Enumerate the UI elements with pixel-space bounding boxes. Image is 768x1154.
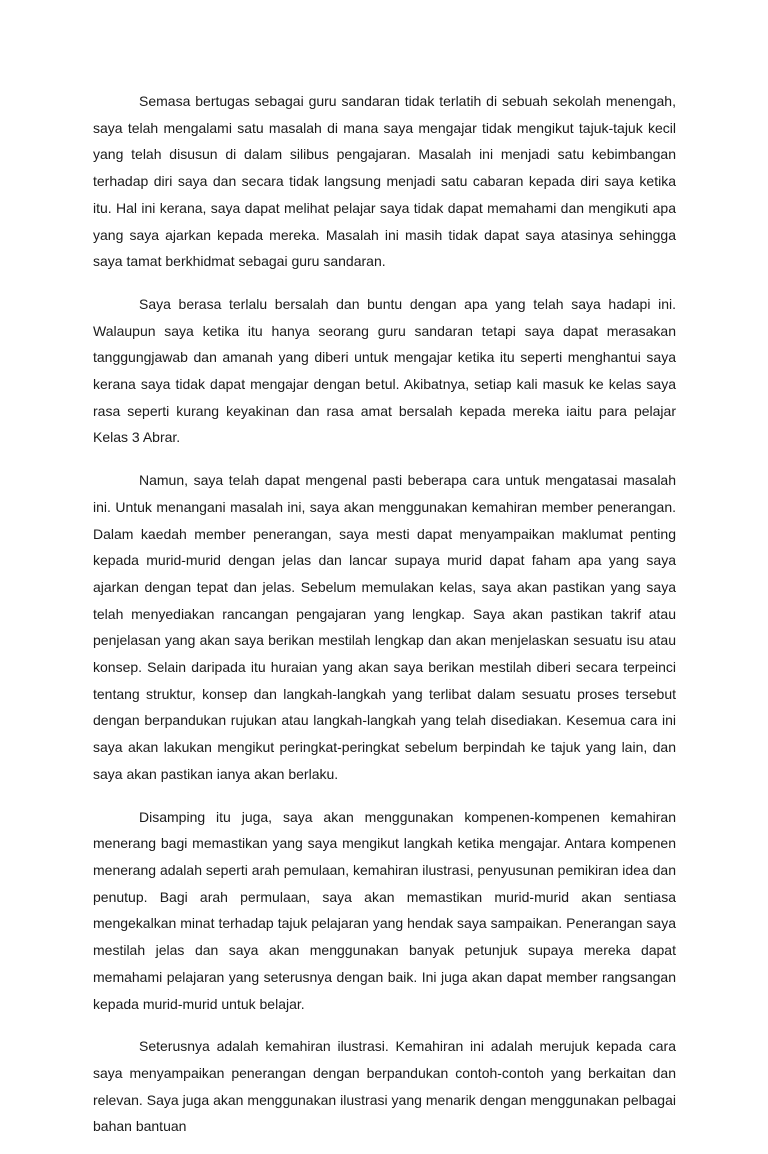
paragraph-4: Disamping itu juga, saya akan menggunakan kompenen-kompenen kemahiran menerang bagi memastikan yang saya mengikut langkah ketika mengajar. Antara kompenen menerang adalah seperti arah pemulaan, kemahiran ilustrasi, penyusunan pemikiran idea dan penutup. Bagi arah permulaan, saya akan memastikan murid-murid akan sentiasa mengekalkan minat terhadap tajuk pelajaran yang hendak saya sampaikan. Penerangan saya mestilah jelas dan saya akan menggunakan banyak petunjuk supaya mereka dapat memahami pelajaran yang seterusnya dengan baik. Ini juga akan dapat member rangsangan kepada murid-murid untuk belajar. bbox=[93, 808, 676, 1012]
paragraph-2: Saya berasa terlalu bersalah dan buntu dengan apa yang telah saya hadapi ini. Walaupun saya ketika itu hanya seorang guru sandaran tetapi saya dapat merasakan tanggungjawab dan amanah yang diberi untuk mengajar ketika itu seperti menghantui saya kerana saya tidak dapat mengajar dengan betul. Akibatnya, setiap kali masuk ke kelas saya rasa seperti kurang keyakinan dan rasa amat bersalah kepada mereka iaitu para pelajar Kelas 3 Abrar. bbox=[93, 295, 676, 446]
paragraph-1: Semasa bertugas sebagai guru sandaran tidak terlatih di sebuah sekolah menengah, saya telah mengalami satu masalah di mana saya mengajar tidak mengikut tajuk-tajuk kecil yang telah disusun di dalam silibus pengajaran. Masalah ini menjadi satu kebimbangan terhadap diri saya dan secara tidak langsung menjadi satu cabaran kepada diri saya ketika itu. Hal ini kerana, saya dapat melihat pelajar saya tidak dapat memahami dan mengikuti apa yang saya ajarkan kepada mereka. Masalah ini masih tidak dapat saya atasinya sehingga saya tamat berkhidmat sebagai guru sandaran. bbox=[93, 93, 676, 270]
paragraph-3: Namun, saya telah dapat mengenal pasti beberapa cara untuk mengatasai masalah ini. Untuk menangani masalah ini, saya akan menggunakan kemahiran member penerangan. Dalam kaedah member penerangan, saya mesti dapat menyampaikan maklumat penting kepada murid-murid dengan jelas dan lancar supaya murid dapat faham apa yang saya ajarkan dengan tepat dan jelas. Sebelum memulakan kelas, saya akan pastikan yang saya telah menyediakan rancangan pengajaran yang lengkap. Saya akan pastikan takrif atau penjelasan yang akan saya berikan mestilah lengkap dan akan menjelaskan sesuatu isu atau konsep. Selain daripada itu huraian yang akan saya berikan mestilah diberi secara terpeinci tentang struktur, konsep dan langkah-langkah yang terlibat dalam sesuatu proses tersebut dengan berpandukan rujukan atau langkah-langkah yang telah disediakan. Kesemua cara ini saya akan lakukan mengikut peringkat-peringkat sebelum berpindah ke tajuk yang lain, dan saya akan pastikan ianya akan berlaku. bbox=[93, 472, 676, 782]
paragraph-5: Seterusnya adalah kemahiran ilustrasi. Kemahiran ini adalah merujuk kepada cara saya menyampaikan penerangan dengan berpandukan contoh-contoh yang berkaitan dan relevan. Saya juga akan menggunakan ilustrasi yang menarik dengan menggunakan pelbagai bahan bantuan bbox=[93, 1038, 676, 1135]
document-body bbox=[93, 88, 676, 1154]
